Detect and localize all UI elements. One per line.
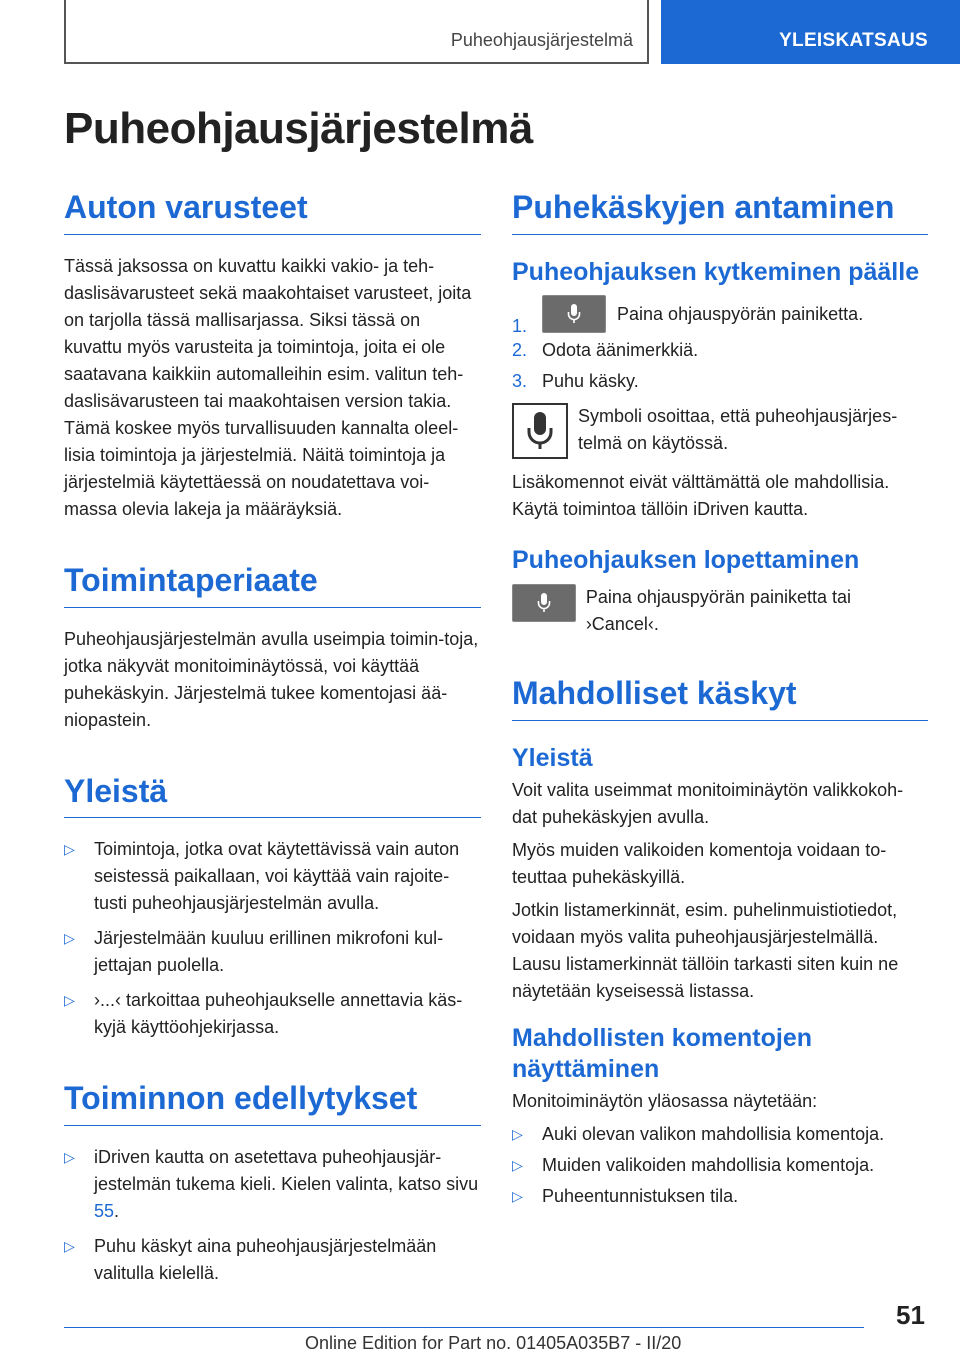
footer-divider — [64, 1327, 864, 1328]
triangle-bullet-icon: ▷ — [512, 1188, 523, 1205]
microphone-icon — [537, 592, 551, 614]
paragraph-toimintaperiaate: Puheohjausjärjestelmän avulla useimpia toimin-toja, jotka näkyvät monitoiminäytössä, voi käyttää puhekäskyin. Järjestelmä tukee komentojasi ää-niopastein. — [64, 628, 479, 730]
header-section-tab — [64, 0, 649, 64]
symbol-description: Symboli osoittaa, että puheohjausjärjes-telmä on käytössä. — [578, 406, 898, 454]
list-item-text: Muiden valikoiden mahdollisia komentoja. — [542, 1155, 875, 1176]
list-item — [64, 1233, 481, 1287]
step-text: Paina ohjauspyörän painiketta. — [617, 303, 864, 324]
microphone-icon — [567, 303, 581, 325]
page-title: Puheohjausjärjestelmä — [64, 104, 533, 153]
paragraph-listamerkinnat: Jotkin listamerkinnät, esim. puhelinmuistiotiedot, voidaan myös valita puheohjausjärjestelmällä. Lausu listamerkinnät tällöin tarkasti siten kuin ne näytetään kyseisessä listassa. — [512, 900, 899, 1002]
list-item — [64, 836, 481, 917]
paragraph-nayttaminen: Monitoiminäytön yläosassa näytetään: — [512, 1091, 818, 1112]
stop-row — [512, 584, 928, 638]
list-edellytykset — [64, 1144, 481, 1287]
list-item-text-end: . — [114, 1201, 120, 1222]
list-item — [64, 987, 481, 1041]
stop-description: Paina ohjauspyörän painiketta tai ›Cancel‹. — [585, 586, 851, 634]
list-item-text: iDriven kautta on asetettava puheohjausjär-jestelmän tukema kieli. Kielen valinta, katso sivu — [94, 1147, 479, 1195]
steps-list — [512, 295, 928, 395]
symbol-row — [512, 403, 928, 459]
list-yleista — [64, 836, 481, 1041]
heading-kytkeminen: Puheohjauksen kytkeminen päälle — [512, 257, 920, 286]
footer-edition: Online Edition for Part no. 01405A035B7 - II/20 — [305, 1333, 682, 1353]
step-number: 2. — [512, 340, 528, 361]
step-number: 1. — [512, 316, 528, 337]
heading-auton-varusteet: Auton varusteet — [64, 190, 481, 235]
heading-lopettaminen: Puheohjauksen lopettaminen — [512, 546, 860, 575]
paragraph-lisakomennot: Lisäkomennot eivät välttämättä ole mahdollisia. Käytä toimintoa tällöin iDriven kautta. — [512, 472, 890, 520]
list-item-text: ›...‹ tarkoittaa puheohjaukselle annettavia käs-kyjä käyttöohjekirjassa. — [94, 990, 463, 1038]
list-item-text: Puhu käskyt aina puheohjausjärjestelmään valitulla kielellä. — [94, 1236, 437, 1284]
step-text: Odota äänimerkkiä. — [542, 340, 699, 361]
header-chapter-tab — [661, 0, 960, 64]
page-reference-link[interactable]: 55 — [94, 1201, 115, 1222]
list-item-text: Puheentunnistuksen tila. — [542, 1186, 739, 1207]
paragraph-valikkokohdat: Voit valita useimmat monitoiminäytön valikkokoh-dat puhekäskyjen avulla. — [512, 780, 904, 828]
heading-mahdolliset-kaskyt: Mahdolliset käskyt — [512, 676, 928, 721]
triangle-bullet-icon: ▷ — [64, 1149, 75, 1166]
heading-toimintaperiaate: Toimintaperiaate — [64, 563, 481, 608]
header-chapter-title: YLEISKATSAUS — [779, 30, 928, 51]
heading-puhekaskyjen-antaminen: Puhekäskyjen antaminen — [512, 190, 928, 235]
triangle-bullet-icon: ▷ — [64, 992, 75, 1009]
step-text: Puhu käsky. — [542, 371, 639, 392]
step-item — [512, 337, 928, 364]
list-item-text: Järjestelmään kuuluu erillinen mikrofoni kul-jettajan puolella. — [94, 928, 444, 976]
triangle-bullet-icon: ▷ — [64, 1238, 75, 1255]
triangle-bullet-icon: ▷ — [64, 930, 75, 947]
list-item — [512, 1183, 928, 1210]
step-item — [512, 368, 928, 395]
heading-nayttaminen: Mahdollisten komentojen näyttäminen — [512, 1024, 813, 1083]
heading-yleista-right: Yleistä — [512, 743, 593, 772]
list-item — [512, 1152, 928, 1179]
microphone-icon — [527, 411, 553, 451]
step-number: 3. — [512, 371, 528, 392]
paragraph-muut-valikot: Myös muiden valikoiden komentoja voidaan to-teuttaa puhekäskyillä. — [512, 840, 887, 888]
list-item — [512, 1121, 928, 1148]
step-item — [512, 295, 928, 337]
page-number: 51 — [896, 1300, 925, 1330]
heading-yleista: Yleistä — [64, 774, 481, 819]
triangle-bullet-icon: ▷ — [512, 1126, 523, 1143]
voice-button-image — [542, 295, 606, 333]
right-column — [512, 190, 928, 1210]
heading-toiminnon-edellytykset: Toiminnon edellytykset — [64, 1081, 481, 1126]
header-section-title: Puheohjausjärjestelmä — [450, 30, 633, 50]
list-item-text: Auki olevan valikon mahdollisia komentoja. — [542, 1124, 885, 1145]
voice-button-image — [512, 584, 576, 622]
list-item — [64, 1144, 481, 1225]
list-nayttaminen — [512, 1121, 928, 1210]
voice-active-symbol — [512, 403, 568, 459]
list-item-text: Toimintoja, jotka ovat käytettävissä vain auton seistessä paikallaan, voi käyttää vain rajoite-tusti puheohjausjärjestelmän avulla. — [94, 839, 460, 914]
triangle-bullet-icon: ▷ — [64, 841, 75, 858]
paragraph-auton-varusteet: Tässä jaksossa on kuvattu kaikki vakio- ja teh-daslisävarusteet sekä maakohtaiset varusteet, joita on tarjolla tässä mallisarjassa. Siksi tässä on kuvattu myös varusteita ja toimintoja, joita ei ole saatavana kaikkiin automalleihin esim. valitun teh-daslisävarusteen tai maakohtaisen version takia. Tämä koskee myös turvallisuuden kannalta oleel-lisia toimintoja ja järjestelmiä. Näitä toimintoja ja järjestelmiä käytettäessä on noudatettava voi-massa olevia lakeja ja määräyksiä. — [64, 255, 472, 519]
left-column — [64, 190, 481, 1287]
list-item — [64, 925, 481, 979]
triangle-bullet-icon: ▷ — [512, 1157, 523, 1174]
